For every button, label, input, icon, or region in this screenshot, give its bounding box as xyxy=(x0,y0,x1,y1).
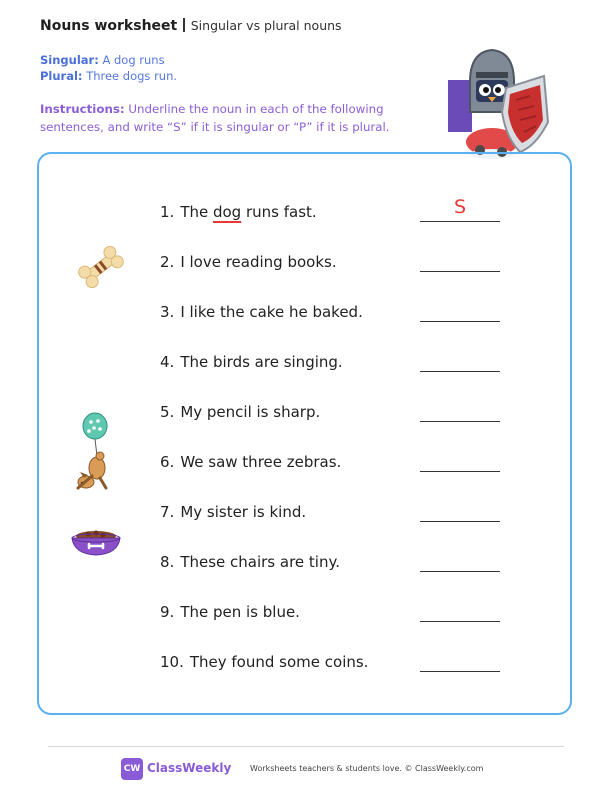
question-2 xyxy=(160,253,337,271)
question-text-after: runs fast. xyxy=(241,203,317,221)
answer-line-2[interactable] xyxy=(420,271,500,272)
answer-line-8[interactable] xyxy=(420,571,500,572)
question-text: The birds are singing. xyxy=(180,353,343,371)
question-text: I love reading books. xyxy=(180,253,337,271)
singular-value: A dog runs xyxy=(102,53,165,67)
question-number: 9. xyxy=(160,603,175,621)
page-header xyxy=(40,18,342,34)
singular-label: Singular: xyxy=(40,53,99,67)
instructions-label: Instructions: xyxy=(40,102,125,116)
underlined-noun: dog xyxy=(212,203,242,221)
singular-example xyxy=(40,52,177,68)
answer-1-value: S xyxy=(453,196,467,218)
question-number: 6. xyxy=(160,453,175,471)
pet-bowl-icon xyxy=(70,528,122,558)
question-text: These chairs are tiny. xyxy=(180,553,340,571)
question-text: We saw three zebras. xyxy=(180,453,342,471)
classweekly-logo-icon: CW xyxy=(121,758,143,780)
instructions-text: Underline the noun in each of the following sentences, and write “S” if it is singular or “P” if it is plural. xyxy=(40,102,390,134)
footer xyxy=(0,758,612,780)
question-1 xyxy=(160,203,317,221)
brand-name: ClassWeekly xyxy=(147,761,232,775)
answer-line-7[interactable] xyxy=(420,521,500,522)
question-5 xyxy=(160,403,320,421)
plural-label: Plural: xyxy=(40,69,83,83)
answer-line-1[interactable] xyxy=(420,221,500,222)
question-text: The pen is blue. xyxy=(180,603,300,621)
examples-block xyxy=(40,52,177,84)
question-number: 1. xyxy=(160,203,175,221)
question-text: My pencil is sharp. xyxy=(180,403,321,421)
answer-line-4[interactable] xyxy=(420,371,500,372)
question-6 xyxy=(160,453,341,471)
bone-icon xyxy=(76,245,126,289)
plural-value: Three dogs run. xyxy=(86,69,178,83)
answer-line-10[interactable] xyxy=(420,671,500,672)
question-8 xyxy=(160,553,340,571)
question-number: 4. xyxy=(160,353,175,371)
question-4 xyxy=(160,353,343,371)
page-title: Nouns worksheet xyxy=(40,18,178,34)
title-divider xyxy=(183,18,185,32)
knight-mascot-icon xyxy=(440,42,560,162)
question-number: 8. xyxy=(160,553,175,571)
footer-divider xyxy=(48,746,564,747)
plural-example xyxy=(40,68,177,84)
question-7 xyxy=(160,503,306,521)
question-number: 10. xyxy=(160,653,184,671)
page-subtitle: Singular vs plural nouns xyxy=(190,18,342,33)
question-9 xyxy=(160,603,300,621)
answer-line-9[interactable] xyxy=(420,621,500,622)
footer-tagline: Worksheets teachers & students love. © ClassWeekly.com xyxy=(250,764,484,773)
question-number: 7. xyxy=(160,503,175,521)
question-text: I like the cake he baked. xyxy=(180,303,363,321)
question-text-before: The xyxy=(180,203,213,221)
answer-line-3[interactable] xyxy=(420,321,500,322)
answer-line-6[interactable] xyxy=(420,471,500,472)
question-number: 2. xyxy=(160,253,175,271)
question-number: 3. xyxy=(160,303,175,321)
question-number: 5. xyxy=(160,403,175,421)
instructions xyxy=(40,100,420,136)
balloon-dog-icon xyxy=(70,412,120,498)
question-text: My sister is kind. xyxy=(180,503,307,521)
question-text: They found some coins. xyxy=(189,653,369,671)
question-10 xyxy=(160,653,368,671)
question-3 xyxy=(160,303,363,321)
answer-line-5[interactable] xyxy=(420,421,500,422)
